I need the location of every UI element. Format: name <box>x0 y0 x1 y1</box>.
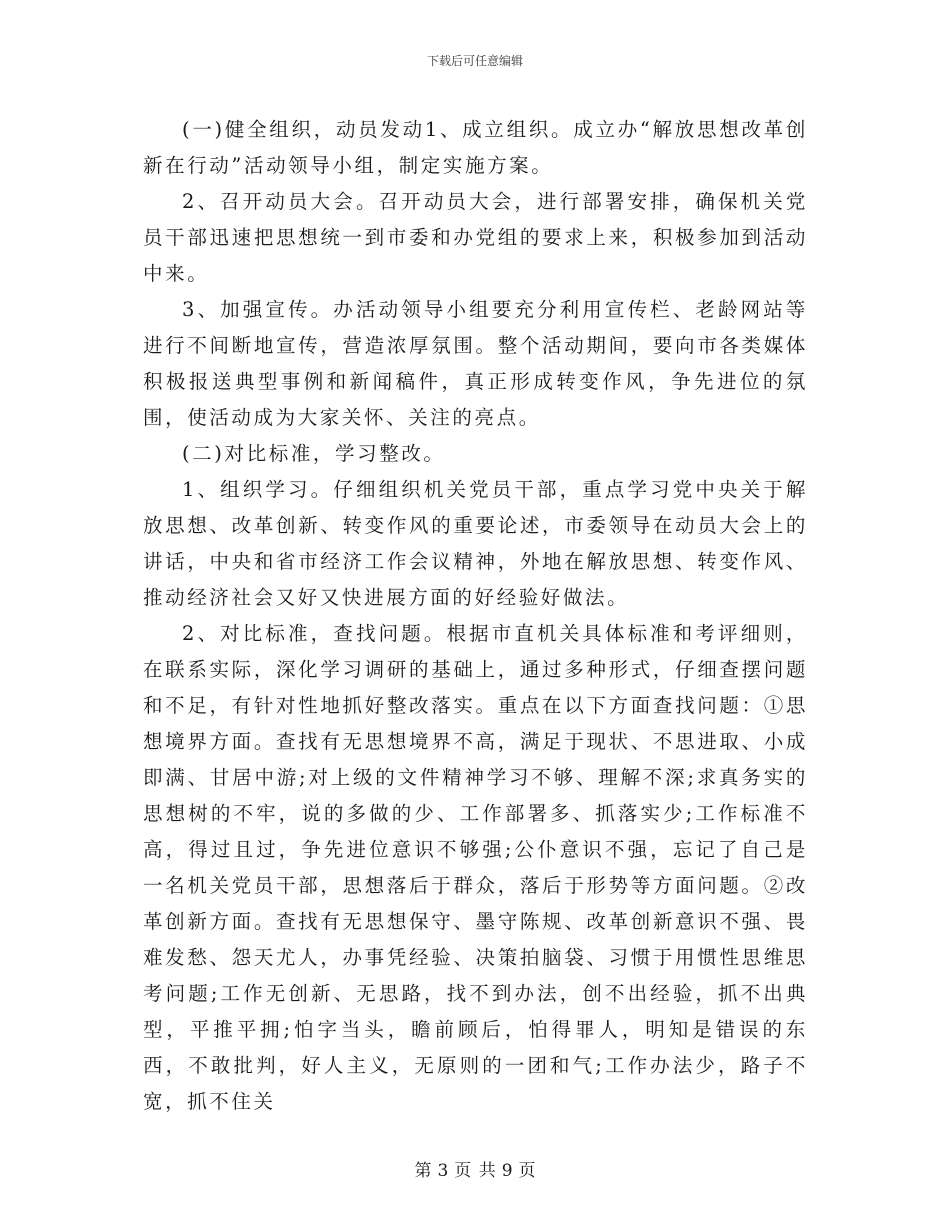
paragraph-publicity: 3、加强宣传。办活动领导小组要充分利用宣传栏、老龄网站等进行不间断地宣传，营造浓厚氛围。整个活动期间，要向市各类媒体积极报送典型事例和新闻稿件，真正形成转变作风，争先进位的氛围，使活动成为大家关怀、关注的亮点。 <box>143 298 808 429</box>
page-mid: 页 共 <box>454 1161 496 1181</box>
paragraph-organize-study: 1、组织学习。仔细组织机关党员干部，重点学习党中央关于解放思想、改革创新、转变作风的重要论述，市委领导在动员大会上的讲话，中央和省市经济工作会议精神，外地在解放思想、转变作风、推动经济社会又好又快进展方面的好经验好做法。 <box>143 478 808 609</box>
page-suffix: 页 <box>518 1161 536 1181</box>
document-body <box>143 112 808 1120</box>
page-total: 9 <box>501 1161 513 1181</box>
section-heading-compare-standards: (二)对比标准，学习整改。 <box>182 442 446 465</box>
page-header: 下载后可任意编辑 <box>426 54 523 68</box>
page-footer <box>0 1156 950 1181</box>
page-prefix: 第 <box>414 1161 432 1181</box>
paragraph-find-problems: 2、对比标准，查找问题。根据市直机关具体标准和考评细则，在联系实际，深化学习调研的基础上，通过多种形式，仔细查摆问题和不足，有针对性地抓好整改落实。重点在以下方面查找问题：①思想境界方面。查找有无思想境界不高，满足于现状、不思进取、小成即满、甘居中游;对上级的文件精神学习不够、理解不深;求真务实的思想树的不牢，说的多做的少、工作部署多、抓落实少;工作标准不高，得过且过，争先进位意识不够强;公仆意识不强，忘记了自己是一名机关党员干部，思想落后于群众，落后于形势等方面问题。②改革创新方面。查找有无思想保守、墨守陈规、改革创新意识不强、畏难发愁、怨天尤人，办事凭经验、决策拍脑袋、习惯于用惯性思维思考问题;工作无创新、无思路，找不到办法，创不出经验，抓不出典型，平推平拥;怕字当头，瞻前顾后，怕得罪人，明知是错误的东西，不敢批判，好人主义，无原则的一团和气;工作办法少，路子不宽，抓不住关 <box>143 622 808 1113</box>
paragraph-organize: (一)健全组织，动员发动1、成立组织。成立办“解放思想改革创新在行动”活动领导小组，制定实施方案。 <box>143 118 808 177</box>
paragraph-mobilization-meeting: 2、召开动员大会。召开动员大会，进行部署安排，确保机关党员干部迅速把思想统一到市委和办党组的要求上来，积极参加到活动中来。 <box>143 190 808 285</box>
page-current: 3 <box>437 1161 449 1181</box>
